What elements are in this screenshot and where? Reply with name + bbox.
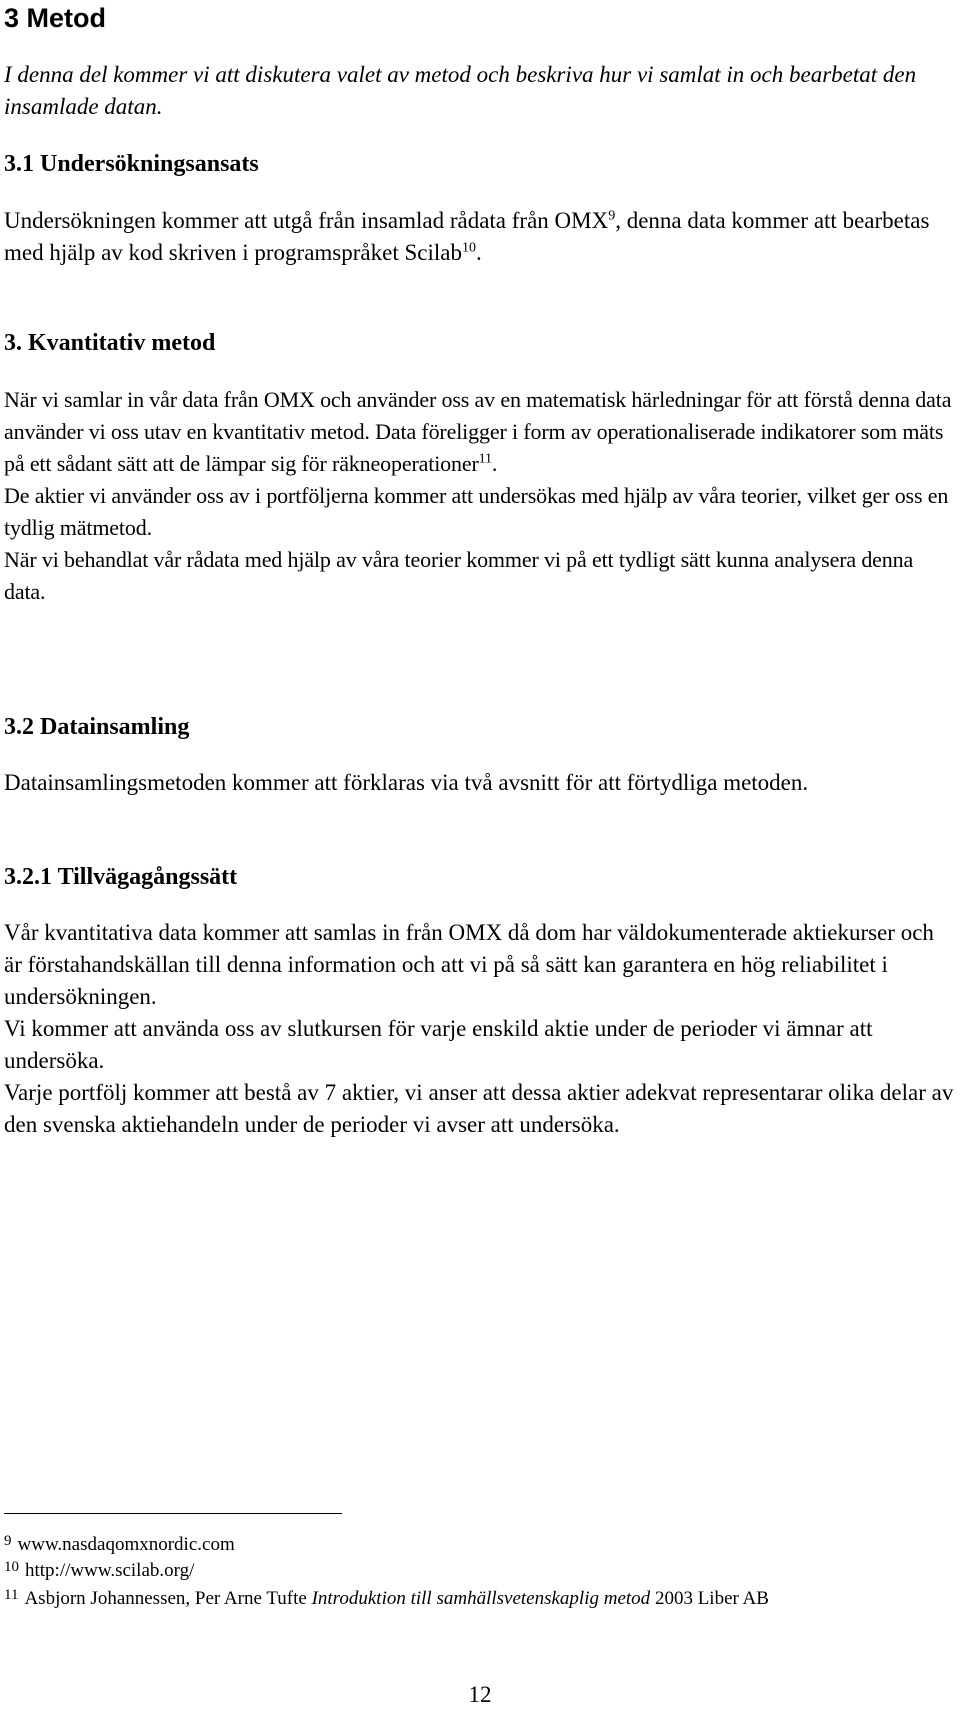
footnote-10: $^{10}$ http://www.scilab.org/ bbox=[4, 1559, 195, 1581]
kvantitativ-paragraph-3: När vi behandlat vår rådata med hjälp av våra teorier kommer vi på ett tydligt sätt kunna analysera denna data. bbox=[4, 547, 914, 604]
footnote-11: $^{11}$ Asbjorn Johannessen, Per Arne Tufte Introduktion till samhällsvetenskaplig metod 2003 Liber AB bbox=[4, 1587, 769, 1609]
page-number: 12 bbox=[468, 1682, 492, 1707]
footnote-ref-10: 10 bbox=[461, 240, 476, 256]
tillvagagangssatt-paragraph-1: Vår kvantitativa data kommer att samlas in från OMX då dom har väldokumenterade aktiekurser och är förstahandskällan till denna information och att vi på så sätt kan garantera en hög reliabilitet i undersökningen. bbox=[4, 920, 934, 1009]
kvantitativ-paragraph-1: När vi samlar in vår data från OMX och använder oss av en matematisk härledningar för att förstå denna data använder vi oss utav en kvantitativ metod. Data föreligger i form av operationaliserade indikatorer som mäts på ett sådant sätt att de lämpar sig för räkneoperationer$^{11}$. bbox=[4, 387, 952, 476]
chapter-intro: I denna del kommer vi att diskutera valet av metod och beskriva hur vi samlat in och bearbetat den insamlade datan. bbox=[4, 62, 917, 119]
section-heading-3-1: 3.1 Undersökningsansats bbox=[4, 151, 259, 177]
cited-book-title: Introduktion till samhällsvetenskaplig metod bbox=[311, 1588, 651, 1609]
kvantitativ-section-body bbox=[4, 384, 954, 608]
chapter-heading: 3 Metod bbox=[4, 3, 107, 33]
section-3-1-paragraph: Undersökningen kommer att utgå från insamlad rådata från OMX$^9$, denna data kommer att bearbetas med hjälp av kod skriven i programspråket Scilab$^{10}$. bbox=[4, 208, 930, 265]
section-heading-3-2: 3.2 Datainsamling bbox=[4, 714, 190, 740]
tillvagagangssatt-paragraph-2: Vi kommer att använda oss av slutkursen för varje enskild aktie under de perioder vi ämnar att undersöka. bbox=[4, 1016, 873, 1073]
section-heading-3-2-1: 3.2.1 Tillvägagångssätt bbox=[4, 864, 238, 890]
section-3-2-1-body bbox=[4, 917, 954, 1141]
footnote-ref-11: 11 bbox=[478, 451, 492, 467]
kvantitativ-paragraph-2: De aktier vi använder oss av i portföljerna kommer att undersökas med hjälp av våra teorier, vilket ger oss en tydlig mätmetod. bbox=[4, 483, 949, 540]
section-3-2-paragraph: Datainsamlingsmetoden kommer att förklaras via två avsnitt för att förtydliga metoden. bbox=[4, 770, 809, 795]
footnote-separator bbox=[4, 1513, 342, 1514]
section-heading-kvantitativ: 3. Kvantitativ metod bbox=[4, 330, 216, 356]
tillvagagangssatt-paragraph-3: Varje portfölj kommer att bestå av 7 aktier, vi anser att dessa aktier adekvat representarar olika delar av den svenska aktiehandeln under de perioder vi avser att undersöka. bbox=[4, 1080, 954, 1137]
footnote-9: $^9$ www.nasdaqomxnordic.com bbox=[4, 1533, 235, 1555]
footnote-ref-9: 9 bbox=[608, 208, 616, 224]
